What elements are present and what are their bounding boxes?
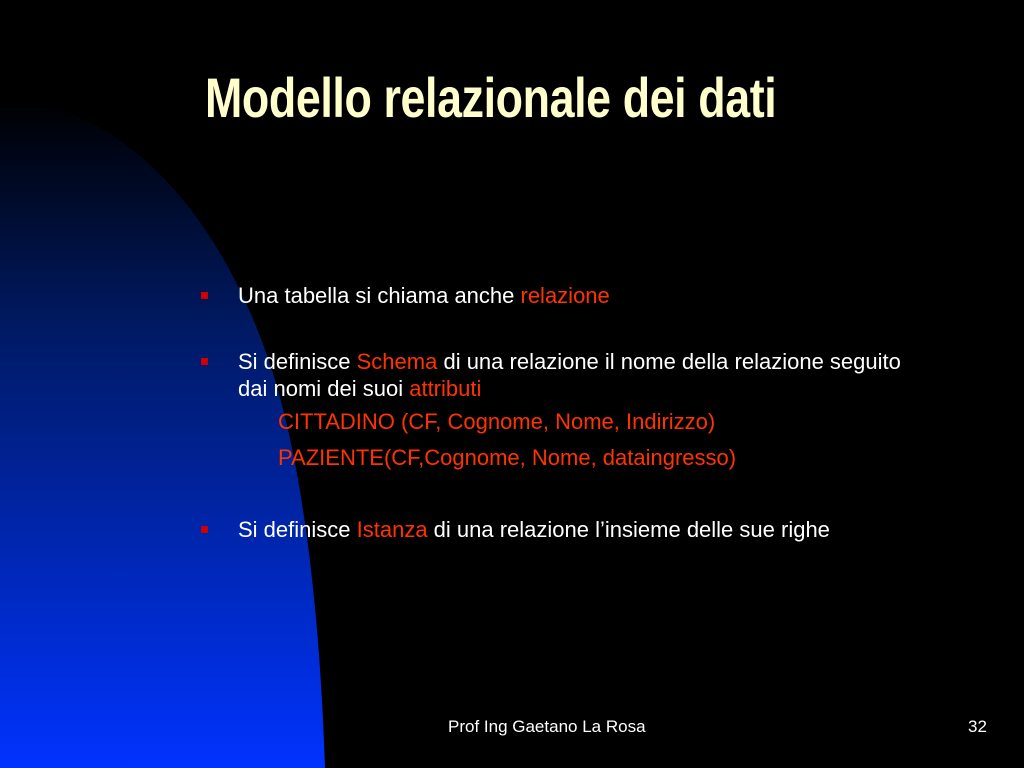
bullet-square-icon <box>201 292 208 299</box>
bullet-text: Si definisce <box>238 517 357 542</box>
bullet-text: Si definisce <box>238 349 357 374</box>
highlight-term-istanza: Istanza <box>356 517 428 542</box>
page-number: 32 <box>968 717 987 736</box>
bullet-item <box>198 516 918 543</box>
highlight-term-attributi: attributi <box>409 376 482 401</box>
slide-content <box>198 282 918 543</box>
example-schema-cittadino: CITTADINO (CF, Cognome, Nome, Indirizzo) <box>278 409 716 434</box>
bullet-square-icon <box>201 358 208 365</box>
bullet-text: di una relazione l’insieme delle sue righe <box>427 517 830 542</box>
highlight-term-schema: Schema <box>356 349 438 374</box>
bullet-item <box>198 282 918 309</box>
bullet-text: di una relazione il nome della relazione seguito dai nomi dei suoi <box>238 349 901 401</box>
example-schema-paziente: PAZIENTE(CF,Cognome, Nome, dataingresso) <box>278 445 737 470</box>
highlight-term-relazione: relazione <box>520 283 610 308</box>
bullet-item <box>198 348 918 402</box>
footer-author: Prof Ing Gaetano La Rosa <box>448 717 646 736</box>
bullet-square-icon <box>201 526 208 533</box>
slide-title: Modello relazionale dei dati <box>205 66 777 129</box>
bullet-text: Una tabella si chiama anche <box>238 283 521 308</box>
